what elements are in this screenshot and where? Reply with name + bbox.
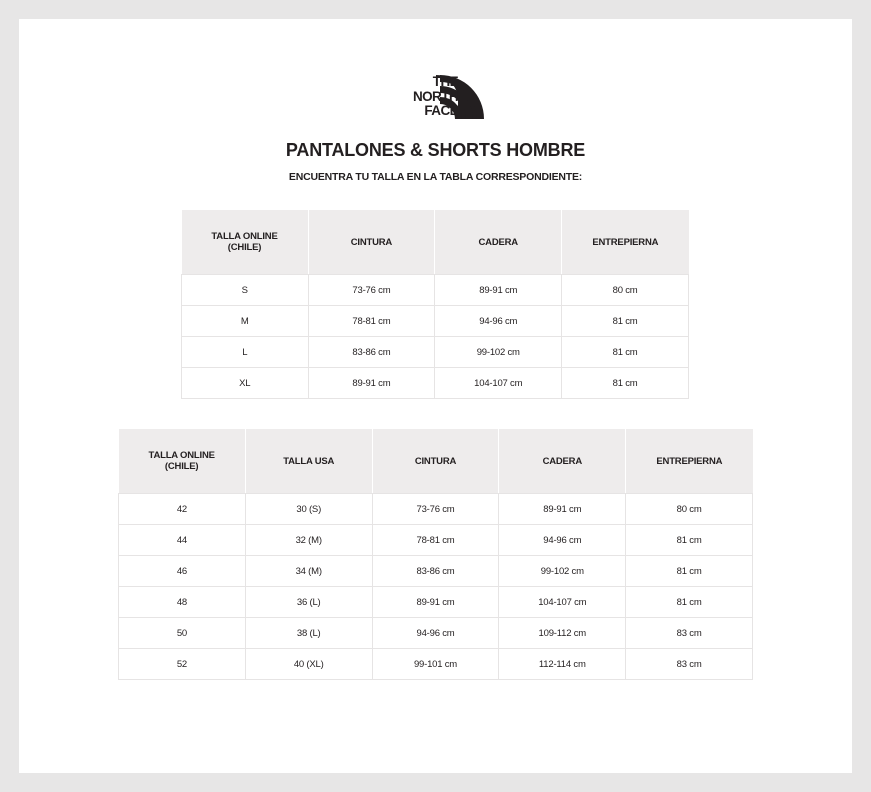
cell-entrepierna: 83 cm — [626, 649, 753, 680]
cell-entrepierna: 81 cm — [562, 337, 689, 368]
header-cadera: CADERA — [435, 210, 562, 275]
brand-logo — [388, 75, 488, 121]
table-row — [119, 587, 753, 618]
brand-wordmark — [388, 75, 458, 119]
cell-cadera: 99-102 cm — [435, 337, 562, 368]
page-subtitle: ENCUENTRA TU TALLA EN LA TABLA CORRESPONDIENTE: — [288, 171, 583, 183]
cell-cintura: 73-76 cm — [308, 275, 435, 306]
cell-cintura: 83-86 cm — [372, 556, 499, 587]
table-row — [119, 649, 753, 680]
cell-talla-usa: 32 (M) — [245, 525, 372, 556]
table-row — [182, 275, 689, 306]
brand-line-1: THE — [432, 74, 458, 89]
cell-entrepierna: 81 cm — [626, 525, 753, 556]
cell-cintura: 78-81 cm — [372, 525, 499, 556]
cell-talla: 48 — [119, 587, 246, 618]
cell-talla: 42 — [119, 494, 246, 525]
header-cintura: CINTURA — [308, 210, 435, 275]
cell-cadera: 109-112 cm — [499, 618, 626, 649]
brand-line-3: FACE — [424, 103, 458, 118]
cell-entrepierna: 81 cm — [562, 306, 689, 337]
header-entrepierna: ENTREPIERNA — [562, 210, 689, 275]
table-row — [182, 306, 689, 337]
header-entrepierna: ENTREPIERNA — [626, 429, 753, 494]
cell-talla: 46 — [119, 556, 246, 587]
cell-entrepierna: 81 cm — [626, 556, 753, 587]
cell-talla: L — [182, 337, 309, 368]
header-cintura: CINTURA — [372, 429, 499, 494]
table-header-row — [119, 429, 753, 494]
cell-cadera: 94-96 cm — [499, 525, 626, 556]
cell-entrepierna: 80 cm — [626, 494, 753, 525]
cell-entrepierna: 83 cm — [626, 618, 753, 649]
size-table-with-usa — [118, 429, 753, 680]
cell-cadera: 94-96 cm — [435, 306, 562, 337]
header-cadera: CADERA — [499, 429, 626, 494]
cell-cadera: 89-91 cm — [435, 275, 562, 306]
size-table-basic — [181, 210, 689, 399]
cell-talla: XL — [182, 368, 309, 399]
cell-cadera: 99-102 cm — [499, 556, 626, 587]
header-talla-online: TALLA ONLINE (CHILE) — [119, 429, 246, 494]
cell-entrepierna: 81 cm — [626, 587, 753, 618]
brand-line-2: NORTH — [413, 88, 458, 104]
cell-talla-usa: 36 (L) — [245, 587, 372, 618]
cell-talla-usa: 38 (L) — [245, 618, 372, 649]
cell-entrepierna: 80 cm — [562, 275, 689, 306]
header-talla-usa: TALLA USA — [245, 429, 372, 494]
table-row — [119, 494, 753, 525]
cell-cintura: 94-96 cm — [372, 618, 499, 649]
cell-cadera: 89-91 cm — [499, 494, 626, 525]
header-talla-online: TALLA ONLINE (CHILE) — [182, 210, 309, 275]
cell-cintura: 89-91 cm — [308, 368, 435, 399]
cell-cadera: 112-114 cm — [499, 649, 626, 680]
table-row — [119, 618, 753, 649]
cell-cintura: 73-76 cm — [372, 494, 499, 525]
cell-cadera: 104-107 cm — [435, 368, 562, 399]
table-header-row — [182, 210, 689, 275]
cell-talla-usa: 40 (XL) — [245, 649, 372, 680]
cell-cintura: 89-91 cm — [372, 587, 499, 618]
cell-entrepierna: 81 cm — [562, 368, 689, 399]
table-row — [119, 556, 753, 587]
page-title: PANTALONES & SHORTS HOMBRE — [285, 140, 586, 160]
cell-talla: M — [182, 306, 309, 337]
cell-talla: 44 — [119, 525, 246, 556]
cell-cadera: 104-107 cm — [499, 587, 626, 618]
cell-cintura: 99-101 cm — [372, 649, 499, 680]
cell-cintura: 78-81 cm — [308, 306, 435, 337]
cell-cintura: 83-86 cm — [308, 337, 435, 368]
cell-talla: 50 — [119, 618, 246, 649]
table-row — [119, 525, 753, 556]
table-row — [182, 368, 689, 399]
cell-talla: S — [182, 275, 309, 306]
cell-talla-usa: 30 (S) — [245, 494, 372, 525]
table-row — [182, 337, 689, 368]
cell-talla-usa: 34 (M) — [245, 556, 372, 587]
cell-talla: 52 — [119, 649, 246, 680]
